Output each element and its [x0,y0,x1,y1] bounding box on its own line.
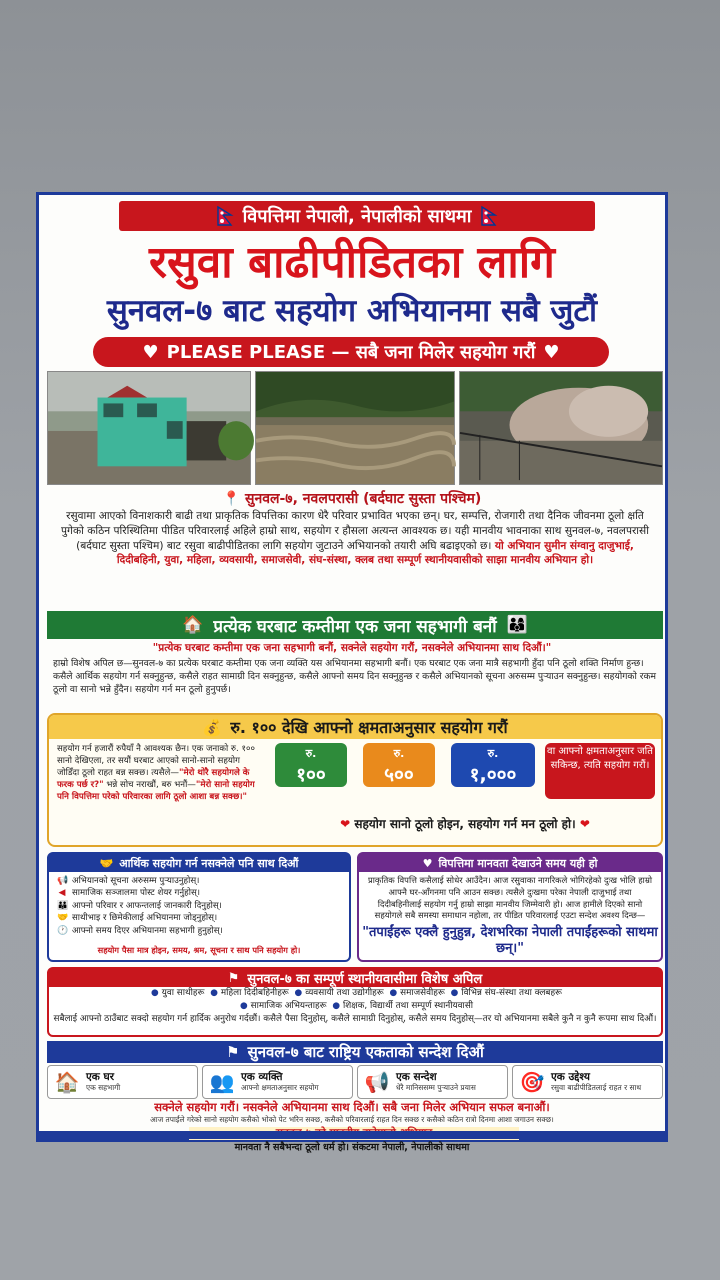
flag-icon: ⚑ [227,970,240,986]
appeal-item: विभिन्न संघ-संस्था तथा क्लबहरू [461,988,562,998]
donation-quote2: "मेरो सानो सहयोग पनि विपत्तिमा परेको परिवारका लागि ठूलो आशा बन्न सक्छ।" [57,780,255,802]
tile-title: एक व्यक्ति [241,1071,283,1083]
list-item-text: साथीभाइ र छिमेकीलाई अभियानमा जोड्नुहोस्। [72,913,218,924]
list-item [57,900,341,912]
home-icon: 🏠 [182,615,204,635]
amount-value: १०० [296,764,326,786]
flood-photo-house [47,371,251,485]
appeal-box [47,967,663,1037]
unity-title: सुनवल-७ बाट राष्ट्रिय एकताको सन्देश दिऔं [247,1043,484,1061]
amount-1000-button[interactable] [451,743,535,787]
share-icon: ◀ [58,888,66,899]
humanity-card-quote: "तपाईंहरू एक्लै हुनुहुन्न, देशभरिका नेपाली तपाईंहरूको साथमा छन्।" [362,925,658,957]
appeal-item: व्यवसायी तथा उद्योगीहरू [305,988,384,998]
nepal-flag-icon: ⚑ [226,1043,240,1061]
currency-label: रु. [305,747,317,760]
donation-prefix2: बरु भनौं— [161,780,196,790]
list-item [57,875,341,887]
intro-text: रसुवामा आएको विनाशकारी बाढी तथा प्राकृतिक विपत्तिका कारण धेरै परिवार प्रभावित भएका छन्। घर, सम्पत्ति, रोजगारी तथा दैनिक जीवनमा ठूलो क्षति पुगेको कठिन परिस्थितिमा पीडित परिवारलाई अहिले हाम्रो साथ, सहयोग र हौसला अत्यन्त आवश्यक छ। यही मानवीय भावनाका साथ सुनवल-७, नवलपरासी (बर्दघाट सुस्ता पश्चिम) बाट रसुवा बाढीपीडितका लागि सहयोग जुटाउने अभियानको तयारी अघि बढाइएको छ। [61,510,649,552]
support-card-foot: सहयोग पैसा मात्र होइन, समय, श्रम, सूचना र साथ पनि सहयोग हो। [97,945,301,955]
support-list [49,872,349,940]
appeal-row-2: ● सामाजिक अभियन्ताहरू ● शिक्षक, विद्यार्थी तथा सम्पूर्ण स्थानीयवासी [239,1001,474,1011]
amount-500-button[interactable] [363,743,435,787]
appeal-item: युवा साथीहरू [161,988,205,998]
appeal-header [49,969,661,987]
location-line [39,489,665,508]
intro-red-text: यो अभियान सुमीन संग्वानु दाजुभाई, दिदीबहिनी, युवा, महिला, व्यवसायी, समाजसेवी, संघ-संस्था, क्लब तथा सम्पूर्ण स्थानीयवासीको साझा मानवीय अभियान हो। [116,539,634,567]
poster [36,192,668,1153]
unity-tiles [47,1065,663,1099]
heart-icon: ❤ [579,817,590,831]
donation-prefix: त्यसैले— [151,768,179,778]
currency-label: रु. [487,747,499,760]
tile-one-house [47,1065,198,1099]
main-title: रसुवा बाढीपीडितका लागि [149,237,555,288]
intro-paragraph [59,509,651,568]
donation-header [49,715,661,739]
list-item-text: आफ्नो परिवार र आफन्तलाई जानकारी दिनुहोस्। [72,900,222,911]
list-item-text: सामाजिक सञ्जालमा पोस्ट शेयर गर्नुहोस्। [72,888,201,899]
bottom-bar [39,1131,665,1139]
tile-title: एक सन्देश [396,1071,437,1083]
appeal-item: शिक्षक, विद्यार्थी तथा सम्पूर्ण स्थानीयवासी [343,1001,474,1011]
tile-title: एक घर [86,1071,115,1083]
tile-one-message [357,1065,508,1099]
sub-title: सुनवल-७ बाट सहयोग अभियानमा सबै जुटौं [106,293,598,329]
household-text: हाम्रो विशेष अपिल छ—सुनवल-७ का प्रत्येक घरबाट कम्तीमा एक जना व्यक्ति यस अभियानमा सहभागी बनौं। एक घरबाट एक जना मात्रै सहभागी हुँदा पनि ठूलो शक्ति निर्माण हुन्छ। कसैले आर्थिक सहयोग गर्न सक्नुहुन्छ, कसैले राहत सामाग्री दिन सक्नुहुन्छ, कसैले आफ्नो समय दिन सक्नुहुन्छ र कसैले अभियानको सूचना अरुसम्म पुऱ्याउन सक्नुहुन्छ। सहयोगको रकम ठूलो वा सानो भन्ने हुँदैन। सहयोग गर्न मन ठूलो हुनुपर्छ। [53,658,657,696]
family-icon: 👨‍👩‍👦 [506,615,528,635]
final-small-line: आज तपाईंले गरेको सानो सहयोग कसैको भोको पेट भरिन सक्छ, कसैको परिवारलाई राहत दिन सक्छ र कसैको कठिन रात्रो दिनमा आशा जगाउन सक्छ। [150,1115,554,1124]
tile-sub: रसुवा बाढीपीडितलाई राहत र साथ [551,1083,642,1092]
appeal-item: समाजसेवीहरू [400,988,445,998]
house-icon: 🏠 [54,1070,80,1094]
support-card [47,852,351,962]
megaphone-icon: 📢 [57,876,69,886]
donation-suffix: भन्ने सोच नराखौं, [106,780,159,790]
location-text: सुनवल-७, नवलपरासी (बर्दघाट सुस्ता पश्चिम) [244,491,482,507]
top-banner [119,201,595,231]
donation-title: रु. १०० देखि आफ्नो क्षमताअनुसार सहयोग गरौं [230,718,508,737]
amount-value: १,००० [469,764,517,786]
appeal-row-1: ● युवा साथीहरू ● महिला दिदीबहिनीहरू ● व्यवसायी तथा उद्योगीहरू ● समाजसेवीहरू ● विभिन्न संघ-संस्था तथा क्लबहरू [151,988,562,998]
bottom-line: मानवता नै सबैभन्दा ठूलो धर्म हो। संकटमा नेपाली, नेपालीको साथमा [234,1142,470,1153]
humanity-card [357,852,663,962]
donation-quote1: "मेरो थोरै सहयोगले के फरक पर्छ र?" [57,768,250,790]
tile-one-person [202,1065,353,1099]
donation-body: सहयोग गर्न हजारौं रुपैयाँ नै आवश्यक छैन। एक जनाको रु. १०० सानो देखिएला, तर सयौं घरबाट आएको सानो-सानो सहयोग जोडिँदा ठूलो राहत बन्न सक्छ। [57,744,255,778]
heart-line-text: सहयोग सानो ठूलो होइन, सहयोग गर्न मन ठूलो हो। [354,817,576,831]
money-bag-icon: 💰 [202,717,223,737]
nepal-flag-icon [217,206,233,226]
final-red-line: सक्नेले सहयोग गरौं। नसक्नेले अभियानमा साथ दिऔं। सबै जना मिलेर अभियान सफल बनाऔं। [154,1100,550,1114]
support-card-header [49,854,349,872]
tile-title: एक उद्देश्य [551,1071,590,1083]
appeal-text: सबैलाई आफ्नो ठाउँबाट सक्दो सहयोग गर्न हार्दिक अनुरोध गर्दछौं। कसैले पैसा दिनुहोस्, कसैले सामाग्री दिनुहोस्, कसैले समय दिनुहोस्—तर यो अभियानमा सबैले कुनै न कुनै रूपमा साथ दिऔं। [53,1014,657,1024]
humanity-card-text: प्राकृतिक विपत्ति कसैलाई सोधेर आउँदैन। आज रसुवाका नागरिकले भोगिरहेको दुःख भोलि हाम्रो आफ्नै घर-आँगनमा पनि आउन सक्छ। त्यसैले दुःखमा परेका नेपाली दाजुभाई तथा दिदीबहिनीलाई सहयोग गर्नु हाम्रो साझा मानवीय जिम्मेवारी हो। आज हामीले दिएको सानो सहयोगले सबै समस्या समाधान नहोला, तर पीडित परिवारलाई एउटा सन्देश अवश्य दिन्छ— [367,875,653,921]
amount-100-button[interactable] [275,743,347,787]
heart-icon: ❤ [340,817,351,831]
please-text: PLEASE PLEASE — सबै जना मिलेर सहयोग गरौं [166,342,536,363]
household-quote: "प्रत्येक घरबाट कम्तीमा एक जना सहभागी बनौं, सक्नेले सहयोग गरौं, नसक्नेले अभियानमा साथ दिऔं।" [152,642,552,654]
humanity-card-header [359,854,661,872]
heart-icon: ♥ [543,341,560,363]
please-banner [93,337,609,367]
heart-line [275,815,655,832]
heart-icon: ♥ [142,341,159,363]
target-icon: 🎯 [519,1070,545,1094]
flood-photo-landslide [459,371,663,485]
appeal-item: सामाजिक अभियन्ताहरू [250,1001,327,1011]
nepal-flag-icon [481,206,497,226]
household-title: प्रत्येक घरबाट कम्तीमा एक जना सहभागी बनौं [213,616,497,637]
people-icon: 👥 [209,1070,235,1094]
top-banner-text: विपत्तिमा नेपाली, नेपालीको साथमा [242,206,472,227]
list-item [57,925,341,937]
amount-other-button[interactable]: वा आफ्नो क्षमताअनुसार जति सकिन्छ, त्यति सहयोग गरौं। [545,743,655,799]
family-icon: 👪 [57,900,69,911]
currency-label: रु. [393,747,405,760]
humanity-card-title: विपत्तिमा मानवता देखाउने समय यही हो [438,856,598,870]
donation-box [47,713,663,847]
tile-sub: आफ्नो क्षमताअनुसार सहयोग [241,1083,319,1092]
handshake-icon: 🤝 [99,856,114,870]
clock-icon: 🕐 [57,925,69,936]
heart-icon: ♥ [422,856,433,870]
appeal-title: सुनवल-७ का सम्पूर्ण स्थानीयवासीमा विशेष अपिल [247,972,483,987]
list-item [57,912,341,924]
list-item [57,887,341,899]
tile-one-goal [512,1065,663,1099]
appeal-item: महिला दिदीबहिनीहरू [220,988,289,998]
megaphone-icon: 📢 [364,1070,390,1094]
list-item-text: अभियानको सूचना अरुसम्म पुऱ्याउनुहोस्। [72,876,200,886]
support-card-title: आर्थिक सहयोग गर्न नसक्नेले पनि साथ दिऔं [119,856,299,870]
handshake-icon: 🤝 [57,913,69,924]
donation-left-text [57,743,257,803]
list-item-text: आफ्नो समय दिएर अभियानमा सहभागी हुनुहोस्। [72,925,223,936]
location-pin-icon: 📍 [222,491,241,507]
amount-value: ५०० [384,764,414,786]
tile-sub: धेरै मानिससम्म पुऱ्याउने प्रयास [396,1083,476,1092]
unity-header [47,1041,663,1063]
flood-photo-river [255,371,455,485]
tile-sub: एक सहभागी [86,1083,121,1092]
household-header [47,611,663,639]
